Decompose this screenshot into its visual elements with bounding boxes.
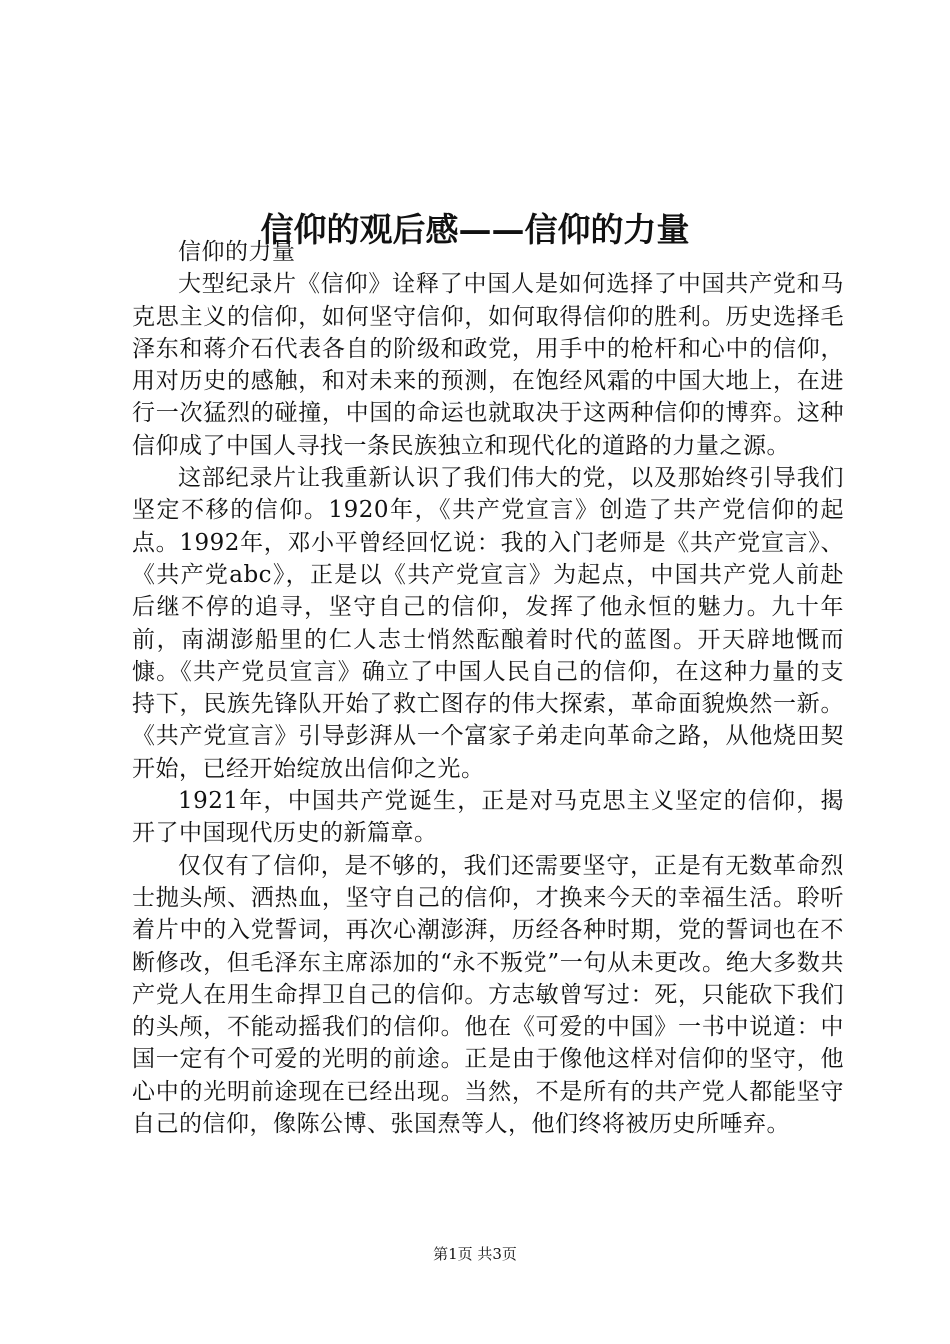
body-paragraph: 这部纪录片让我重新认识了我们伟大的党，以及那始终引导我们坚定不移的信仰。1920年，《共产党宣言》创造了共产党信仰的起点。1992年，邓小平曾经回忆说：我的入门老师是《共产党宣言》、《共产党abc》，正是以《共产党宣言》为起点，中国共产党人前赴后继不停的追寻，坚守自己的信仰，发挥了他永恒的魅力。九十年前，南湖澎船里的仁人志士悄然酝酿着时代的蓝图。开天辟地慨而慷。《共产党员宣言》确立了中国人民自己的信仰，在这种力量的支持下，民族先锋队开始了救亡图存的伟大探索，革命面貌焕然一新。《共产党宣言》引导彭湃从一个富家子弟走向革命之路，从他烧田契开始，已经开始绽放出信仰之光。 (132, 465, 844, 782)
body-paragraph-subtitle: 信仰的力量 (178, 239, 296, 265)
body-paragraph: 大型纪录片《信仰》诠释了中国人是如何选择了中国共产党和马克思主义的信仰，如何坚守信仰，如何取得信仰的胜利。历史选择毛泽东和蒋介石代表各自的阶级和政党，用手中的枪杆和心中的信仰，用对历史的感触，和对未来的预测，在饱经风霜的中国大地上，在进行一次猛烈的碰撞，中国的命运也就取决于这两种信仰的博弈。这种信仰成了中国人寻找一条民族独立和现代化的道路的力量之源。 (132, 271, 844, 459)
page-footer: 第1页 共3页 (433, 1245, 517, 1263)
body-paragraph: 1921年，中国共产党诞生，正是对马克思主义坚定的信仰，揭开了中国现代历史的新篇章。 (132, 788, 844, 847)
document-title: 信仰的观后感——信仰的力量 (260, 210, 690, 250)
body-paragraph: 仅仅有了信仰，是不够的，我们还需要坚守，正是有无数革命烈士抛头颅、洒热血，坚守自己的信仰，才换来今天的幸福生活。聆听着片中的入党誓词，再次心潮澎湃，历经各种时期，党的誓词也在不断修改，但毛泽东主席添加的“永不叛党”一句从未更改。绝大多数共产党人在用生命捍卫自己的信仰。方志敏曾写过：死，只能砍下我们的头颅，不能动摇我们的信仰。他在《可爱的中国》一书中说道：中国一定有个可爱的光明的前途。正是由于像他这样对信仰的坚守，他心中的光明前途现在已经出现。当然，不是所有的共产党人都能坚守自己的信仰，像陈公博、张国焘等人，他们终将被历史所唾弃。 (132, 852, 844, 1138)
document-body (132, 236, 844, 1140)
